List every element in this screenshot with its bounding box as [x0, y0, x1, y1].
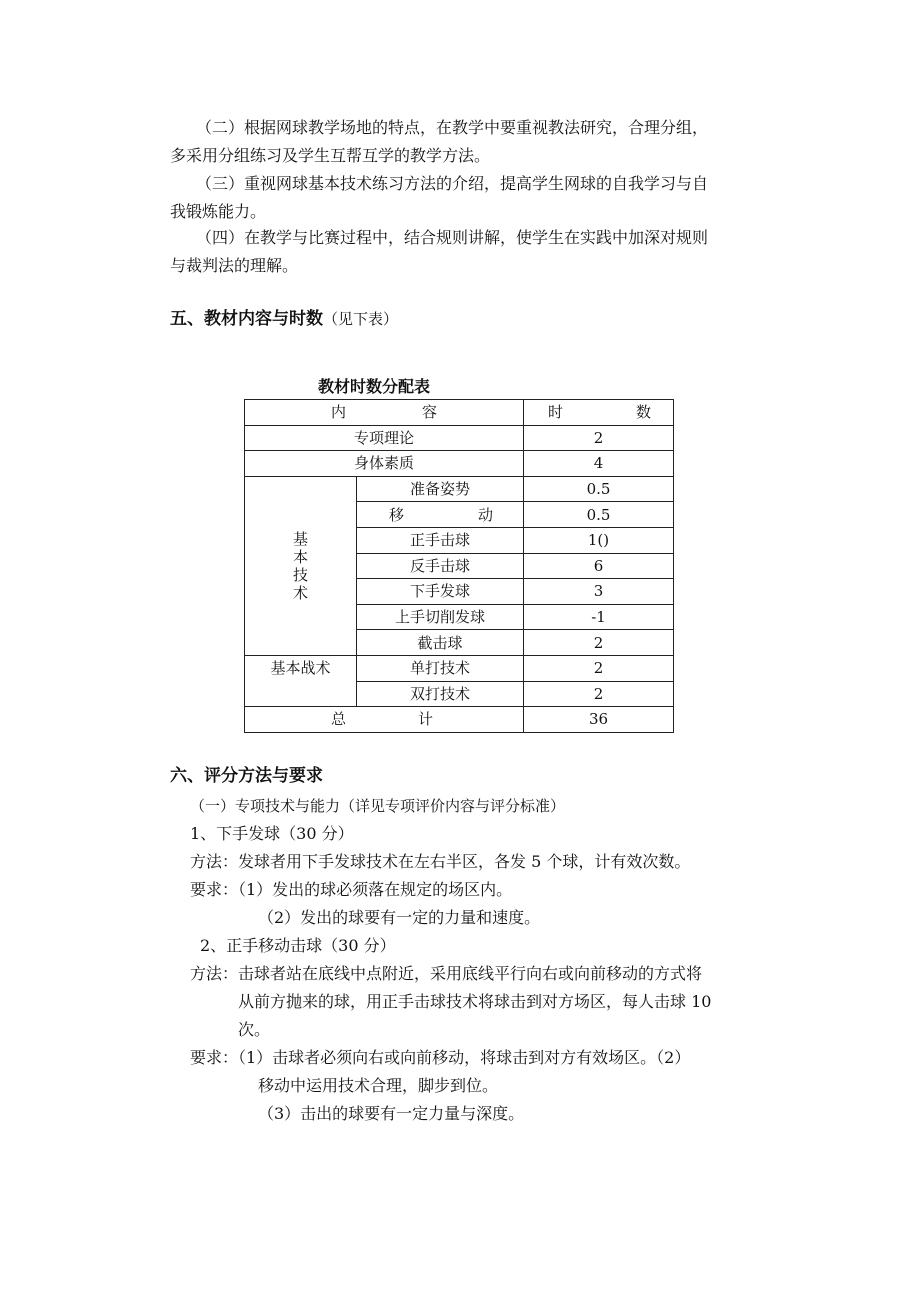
table-row — [245, 451, 674, 477]
table-row — [245, 476, 674, 502]
item-1-requirement-2: （2）发出的球要有一定的力量和速度。 — [258, 908, 541, 927]
paragraph-4-line-2: 与裁判法的理解。 — [170, 256, 299, 275]
item-2-method-line-1: 方法：击球者站在底线中点附近，采用底线平行向右或向前移动的方式将 — [190, 964, 703, 983]
tactics-item-hours: 2 — [524, 655, 674, 681]
basic-tech-label: 基本技术 — [293, 529, 309, 602]
paragraph-3-line-1: （三）重视网球基本技术练习方法的介绍，提高学生网球的自我学习与自 — [196, 174, 709, 193]
total-char-2: 计 — [417, 710, 433, 729]
paragraph-2-line-2: 多采用分组练习及学生互帮互学的教学方法。 — [170, 146, 491, 165]
item-2-method-line-3: 次。 — [238, 1020, 271, 1039]
paragraph-3-line-2: 我锻炼能力。 — [170, 202, 267, 221]
section-5-note: （见下表） — [323, 310, 399, 328]
total-label — [245, 707, 524, 733]
tech-item-label: 反手击球 — [357, 553, 524, 579]
tech-item-hours: 3 — [524, 579, 674, 605]
tech-item-hours: 0.5 — [524, 502, 674, 528]
table-row — [245, 425, 674, 451]
tech-item-label: 准备姿势 — [357, 476, 524, 502]
fitness-hours: 4 — [524, 451, 674, 477]
item-2-title: 2、正手移动击球（30 分） — [200, 936, 396, 955]
tech-item-hours: 2 — [524, 630, 674, 656]
paragraph-2-line-1: （二）根据网球教学场地的特点，在教学中要重视教法研究，合理分组， — [196, 118, 709, 137]
tech-move-char-1: 移 — [389, 505, 405, 524]
item-1-requirement-1: 要求：（1）发出的球必须落在规定的场区内。 — [190, 880, 513, 899]
theory-label: 专项理论 — [245, 425, 524, 451]
header-content-char-1: 内 — [331, 403, 347, 422]
tech-move-char-2: 动 — [477, 505, 493, 524]
table-header-row — [245, 400, 674, 426]
total-char-1: 总 — [331, 710, 347, 729]
tactics-group-label: 基本战术 — [245, 655, 357, 706]
header-content — [245, 400, 524, 426]
tactics-item-label: 双打技术 — [357, 681, 524, 707]
tech-item-label: 下手发球 — [357, 579, 524, 605]
paragraph-4-line-1: （四）在教学与比赛过程中，结合规则讲解，使学生在实践中加深对规则 — [196, 228, 709, 247]
tech-item-label: 截击球 — [357, 630, 524, 656]
tech-item-label: 正手击球 — [357, 527, 524, 553]
fitness-label: 身体素质 — [245, 451, 524, 477]
total-hours: 36 — [524, 707, 674, 733]
hours-allocation-table — [244, 399, 674, 733]
table-row — [245, 707, 674, 733]
tactics-item-label: 单打技术 — [357, 655, 524, 681]
header-content-char-2: 容 — [421, 403, 437, 422]
item-1-method: 方法：发球者用下手发球技术在左右半区，各发 5 个球，计有效次数。 — [190, 852, 691, 871]
section-6-title: 六、评分方法与要求 — [170, 766, 323, 786]
tech-item-label: 上手切削发球 — [357, 604, 524, 630]
item-2-requirement-2: 移动中运用技术合理，脚步到位。 — [258, 1076, 499, 1095]
tech-item-hours: -1 — [524, 604, 674, 630]
item-1-title: 1、下手发球（30 分） — [190, 824, 354, 843]
basic-tech-group-label — [245, 476, 357, 655]
tech-item-hours: 1() — [524, 527, 674, 553]
header-hours — [524, 400, 674, 426]
tactics-item-hours: 2 — [524, 681, 674, 707]
item-2-requirement-1: 要求：（1）击球者必须向右或向前移动，将球击到对方有效场区。（2） — [190, 1048, 691, 1067]
item-2-method-line-2: 从前方抛来的球，用正手击球技术将球击到对方场区，每人击球 10 — [238, 992, 712, 1011]
header-hours-char-2: 数 — [635, 403, 651, 422]
table-caption: 教材时数分配表 — [318, 377, 431, 396]
item-2-requirement-3: （3）击出的球要有一定力量与深度。 — [258, 1104, 525, 1123]
table-row — [245, 655, 674, 681]
tech-item-hours: 0.5 — [524, 476, 674, 502]
tech-item-hours: 6 — [524, 553, 674, 579]
header-hours-char-1: 时 — [548, 403, 564, 422]
tech-item-label — [357, 502, 524, 528]
section-5-heading — [170, 309, 398, 329]
theory-hours: 2 — [524, 425, 674, 451]
section-5-title: 五、教材内容与时数 — [170, 309, 323, 329]
section-6-sub-1: （一）专项技术与能力（详见专项评价内容与评分标准） — [190, 797, 566, 815]
